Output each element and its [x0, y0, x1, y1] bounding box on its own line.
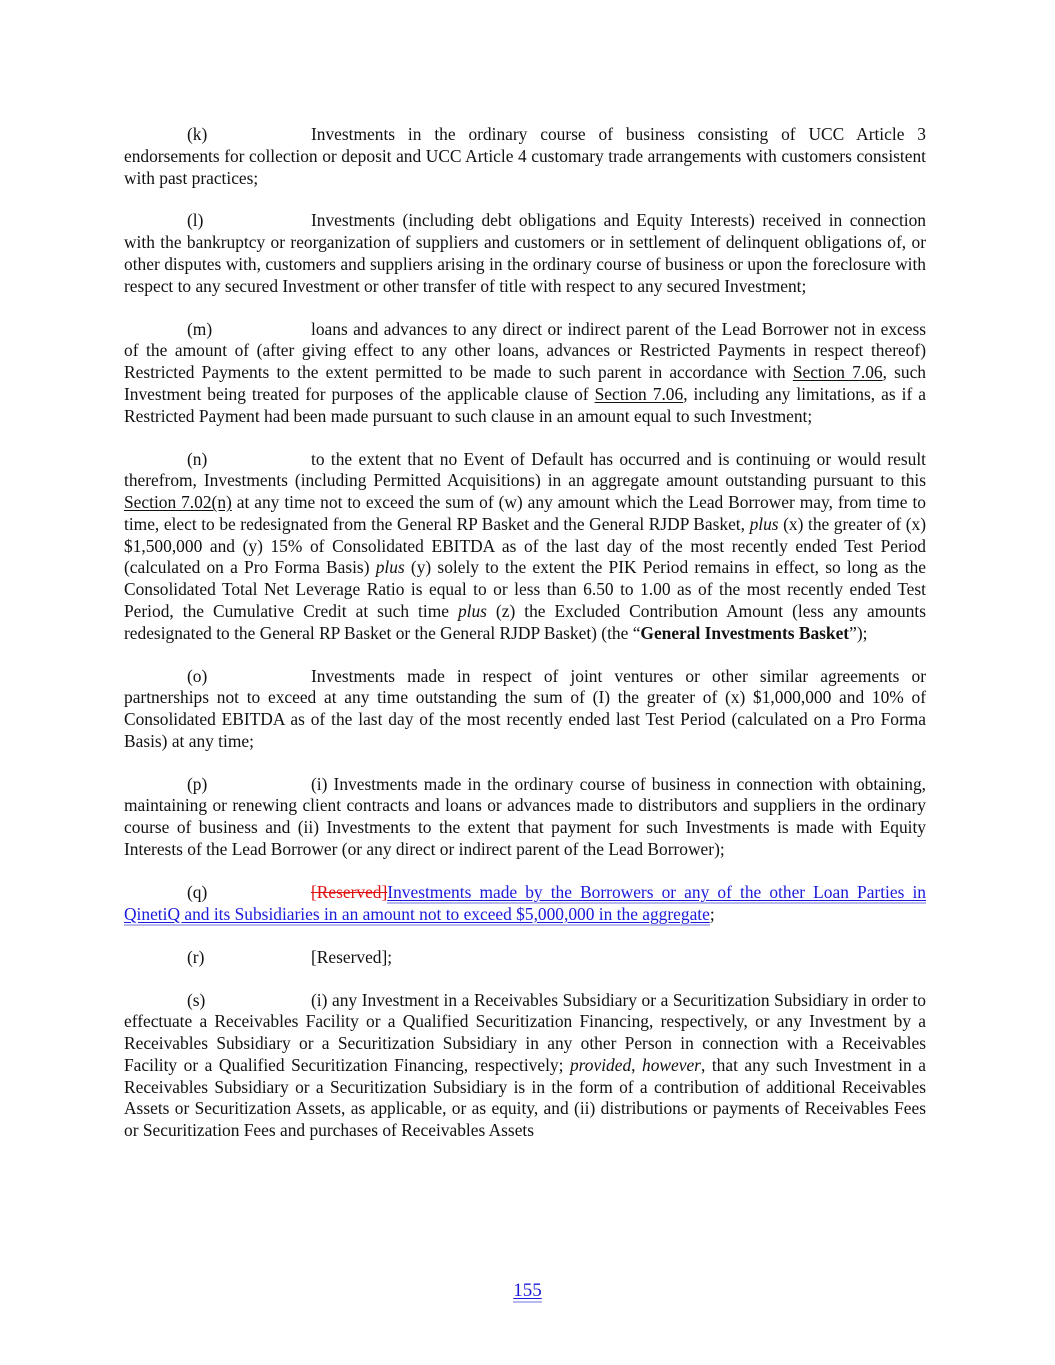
clause-m [124, 319, 926, 428]
clause-text: Investments in the ordinary course of business consisting of UCC Article 3 endorsements for collection or deposit and UCC Article 4 customary trade arrangements with customers consistent with past practices; [124, 124, 926, 188]
defined-term: General Investments Basket [640, 622, 850, 643]
clause-text: , that any such Investment in a Receivables Subsidiary or a Securitization Subsidiary is in the form of a contribution of additional Receivables Assets or Securitization Assets, as applicable, or as equity, and (ii) distributions or payments of Receivables Fees or Securitization Fees and purchases of Receivables Assets [124, 1054, 926, 1140]
deleted-text: [Reserved] [311, 881, 388, 902]
clause-label: (o) [187, 665, 208, 686]
clause-text: ”); [849, 622, 868, 643]
clause-text: ; [709, 903, 715, 924]
clause-label: (n) [187, 448, 208, 469]
clause-text: (z) the Excluded Contribution Amount (less any amounts redesignated to the General RP Basket or the General RJDP Basket) (the “ [124, 600, 926, 643]
clause-text: , [631, 1054, 643, 1075]
section-reference: Section 7.02(n) [124, 492, 232, 513]
clause-label: (l) [187, 210, 204, 231]
document-page [124, 124, 926, 1163]
clause-s [124, 990, 926, 1142]
section-reference: Section 7.06 [792, 362, 883, 383]
page-number: 155 [513, 1280, 542, 1301]
clause-text: (y) solely to the extent the PIK Period remains in effect, so long as the Consolidated Total Net Leverage Ratio is equal to or less than 6.50 to 1.00 as of the most recently ended Test Period, the Cumulative Credit at such time [124, 557, 926, 621]
italic-plus: plus [457, 600, 487, 621]
italic-provided: provided [569, 1054, 632, 1075]
clause-q [124, 882, 926, 926]
italic-plus: plus [749, 513, 779, 534]
clause-text: , including any limitations, as if a Restricted Payment had been made pursuant to such clause in an amount equal to such Investment; [124, 383, 926, 426]
clause-label: (p) [187, 773, 208, 794]
page-number-footer [0, 1280, 1055, 1302]
clause-label: (m) [187, 318, 213, 339]
section-reference: Section 7.06 [594, 383, 684, 404]
clause-text: (i) any Investment in a Receivables Subsidiary or a Securitization Subsidiary in order to effectuate a Receivables Facility or a Qualified Securitization Financing, respectively, or any Investment by a Receivables Subsidiary or a Securitization Subsidiary in any other Person in connection with a Receivables Facility or a Qualified Securitization Financing, respectively; [124, 989, 926, 1075]
clause-text: (x) the greater of (x) $1,500,000 and (y) 15% of Consolidated EBITDA as of the last day of the most recently ended Test Period (calculated on a Pro Forma Basis) [124, 513, 926, 578]
clause-text: (i) Investments made in the ordinary course of business in connection with obtaining, maintaining or renewing client contracts and loans or advances made to distributors and suppliers in the ordinary course of business and (ii) Investments to the extent that payment for such Investments is made with Equity Interests of the Lead Borrower (or any direct or indirect parent of the Lead Borrower); [124, 773, 926, 859]
clause-text: at any time not to exceed the sum of (w) any amount which the Lead Borrower may, from time to time, elect to be redesignated from the General RP Basket and the General RJDP Basket, [124, 492, 926, 534]
clause-text: to the extent that no Event of Default has occurred and is continuing or would result therefrom, Investments (including Permitted Acquisitions) in an aggregate amount outstanding pursuant to this [124, 448, 926, 491]
italic-however: however [642, 1054, 701, 1075]
italic-plus: plus [375, 557, 405, 578]
clause-p [124, 774, 926, 861]
clause-text: [Reserved]; [311, 946, 393, 967]
inserted-text: Investments made by the Borrowers or any of the other Loan Parties in QinetiQ and its Subsidiaries in an amount not to exceed $5,000,000 in the aggregate [124, 881, 926, 924]
clause-n [124, 449, 926, 645]
clause-label: (k) [187, 124, 208, 144]
clause-r [124, 947, 926, 969]
clause-text: loans and advances to any direct or indirect parent of the Lead Borrower not in excess of the amount of (after giving effect to any other loans, advances or Restricted Payments in respect thereof) Restricted Payments to the extent permitted to be made to such parent in accordance with [124, 318, 926, 383]
clause-text: Investments made in respect of joint ventures or other similar agreements or partnerships not to exceed at any time outstanding the sum of (I) the greater of (x) $1,000,000 and 10% of Consolidated EBITDA as of the last day of the most recently ended last Test Period (calculated on a Pro Forma Basis) at any time; [124, 665, 926, 751]
clause-label: (q) [187, 881, 208, 902]
clause-text: Investments (including debt obligations and Equity Interests) received in connection with the bankruptcy or reorganization of suppliers and customers or in settlement of delinquent obligations of, or other disputes with, customers and suppliers arising in the ordinary course of business or upon the foreclosure with respect to any secured Investment or other transfer of title with respect to any secured Investment; [124, 210, 926, 296]
clause-k [124, 124, 926, 189]
clause-o [124, 666, 926, 753]
clause-text: , such Investment being treated for purposes of the applicable clause of [124, 362, 926, 404]
clause-l [124, 210, 926, 297]
clause-label: (s) [187, 989, 206, 1010]
clause-label: (r) [187, 946, 205, 967]
